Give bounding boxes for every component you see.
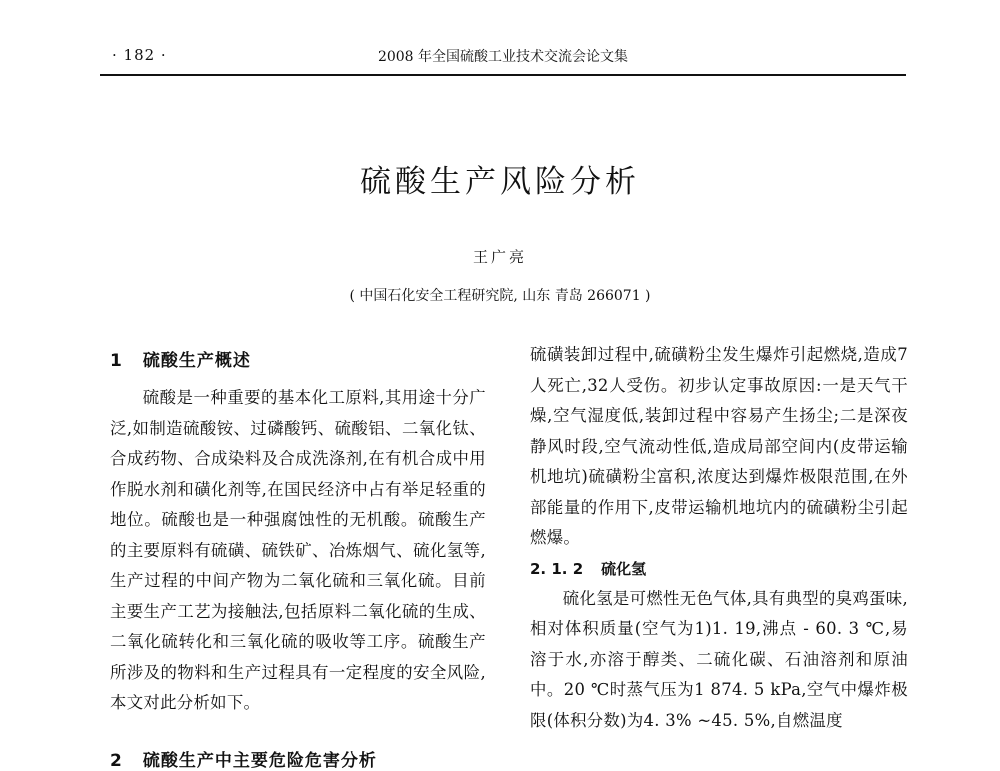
continuation-paragraph: 硫磺装卸过程中,硫磺粉尘发生爆炸引起燃烧,造成7人死亡,32人受伤。初步认定事故原因:一是天气干燥,空气湿度低,装卸过程中容易产生扬尘;二是深夜静风时段,空气流动性低,造成局部空间内(皮带运输机地坑)硫磺粉尘富积,浓度达到爆炸极限范围,在外部能量的作用下,皮带运输机地坑内的硫磺粉尘引起燃爆。 [530, 345, 908, 547]
journal-title: 2008 年全国硫酸工业技术交流会论文集 [377, 49, 629, 65]
subsection-paragraph: 硫化氢是可燃性无色气体,具有典型的臭鸡蛋味,相对体积质量(空气为1)1. 19,沸点 - 60. 3 ℃,易溶于水,亦溶于醇类、二硫化碳、石油溶剂和原油中。20 ℃时蒸气压为1 874. 5 kPa,空气中爆炸极限(体积分数)为4. 3% ~45. 5%,自燃温度 [530, 588, 908, 730]
author-affiliation: ( 中国石化安全工程研究院, 山东 青岛 266071 ) [349, 288, 651, 304]
section-1-heading [110, 346, 486, 371]
subsection-title: 硫化氢 [601, 559, 647, 578]
section-title: 硫酸生产中主要危险危害分析 [142, 751, 377, 771]
section-number: 2 [110, 751, 123, 771]
article-title: 硫酸生产风险分析 [360, 164, 640, 200]
subsection-heading [530, 554, 908, 584]
section-1-paragraph: 硫酸是一种重要的基本化工原料,其用途十分广泛,如制造硫酸铵、过磷酸钙、硫酸铝、二氧化钛、合成药物、合成染料及合成洗涤剂,在有机合成中用作脱水剂和磺化剂等,在国民经济中占有举足轻重的地位。硫酸也是一种强腐蚀性的无机酸。硫酸生产的主要原料有硫磺、硫铁矿、冶炼烟气、硫化氢等,生产过程的中间产物为二氧化硫和三氧化硫。目前主要生产工艺为接触法,包括原料二氧化硫的生成、二氧化硫转化和三氧化硫的吸收等工序。硫酸生产所涉及的物料和生产过程具有一定程度的安全风险,本文对此分析如下。 [110, 388, 486, 712]
left-column [110, 340, 486, 719]
running-header [100, 44, 906, 76]
section-2-heading-partial [110, 746, 530, 771]
right-column [530, 340, 908, 736]
subsection-number: 2. 1. 2 [530, 559, 584, 578]
page-number: · 182 · [112, 46, 167, 64]
section-title: 硫酸生产概述 [142, 351, 251, 371]
author-name: 王广亮 [472, 248, 527, 266]
section-number: 1 [110, 351, 123, 371]
